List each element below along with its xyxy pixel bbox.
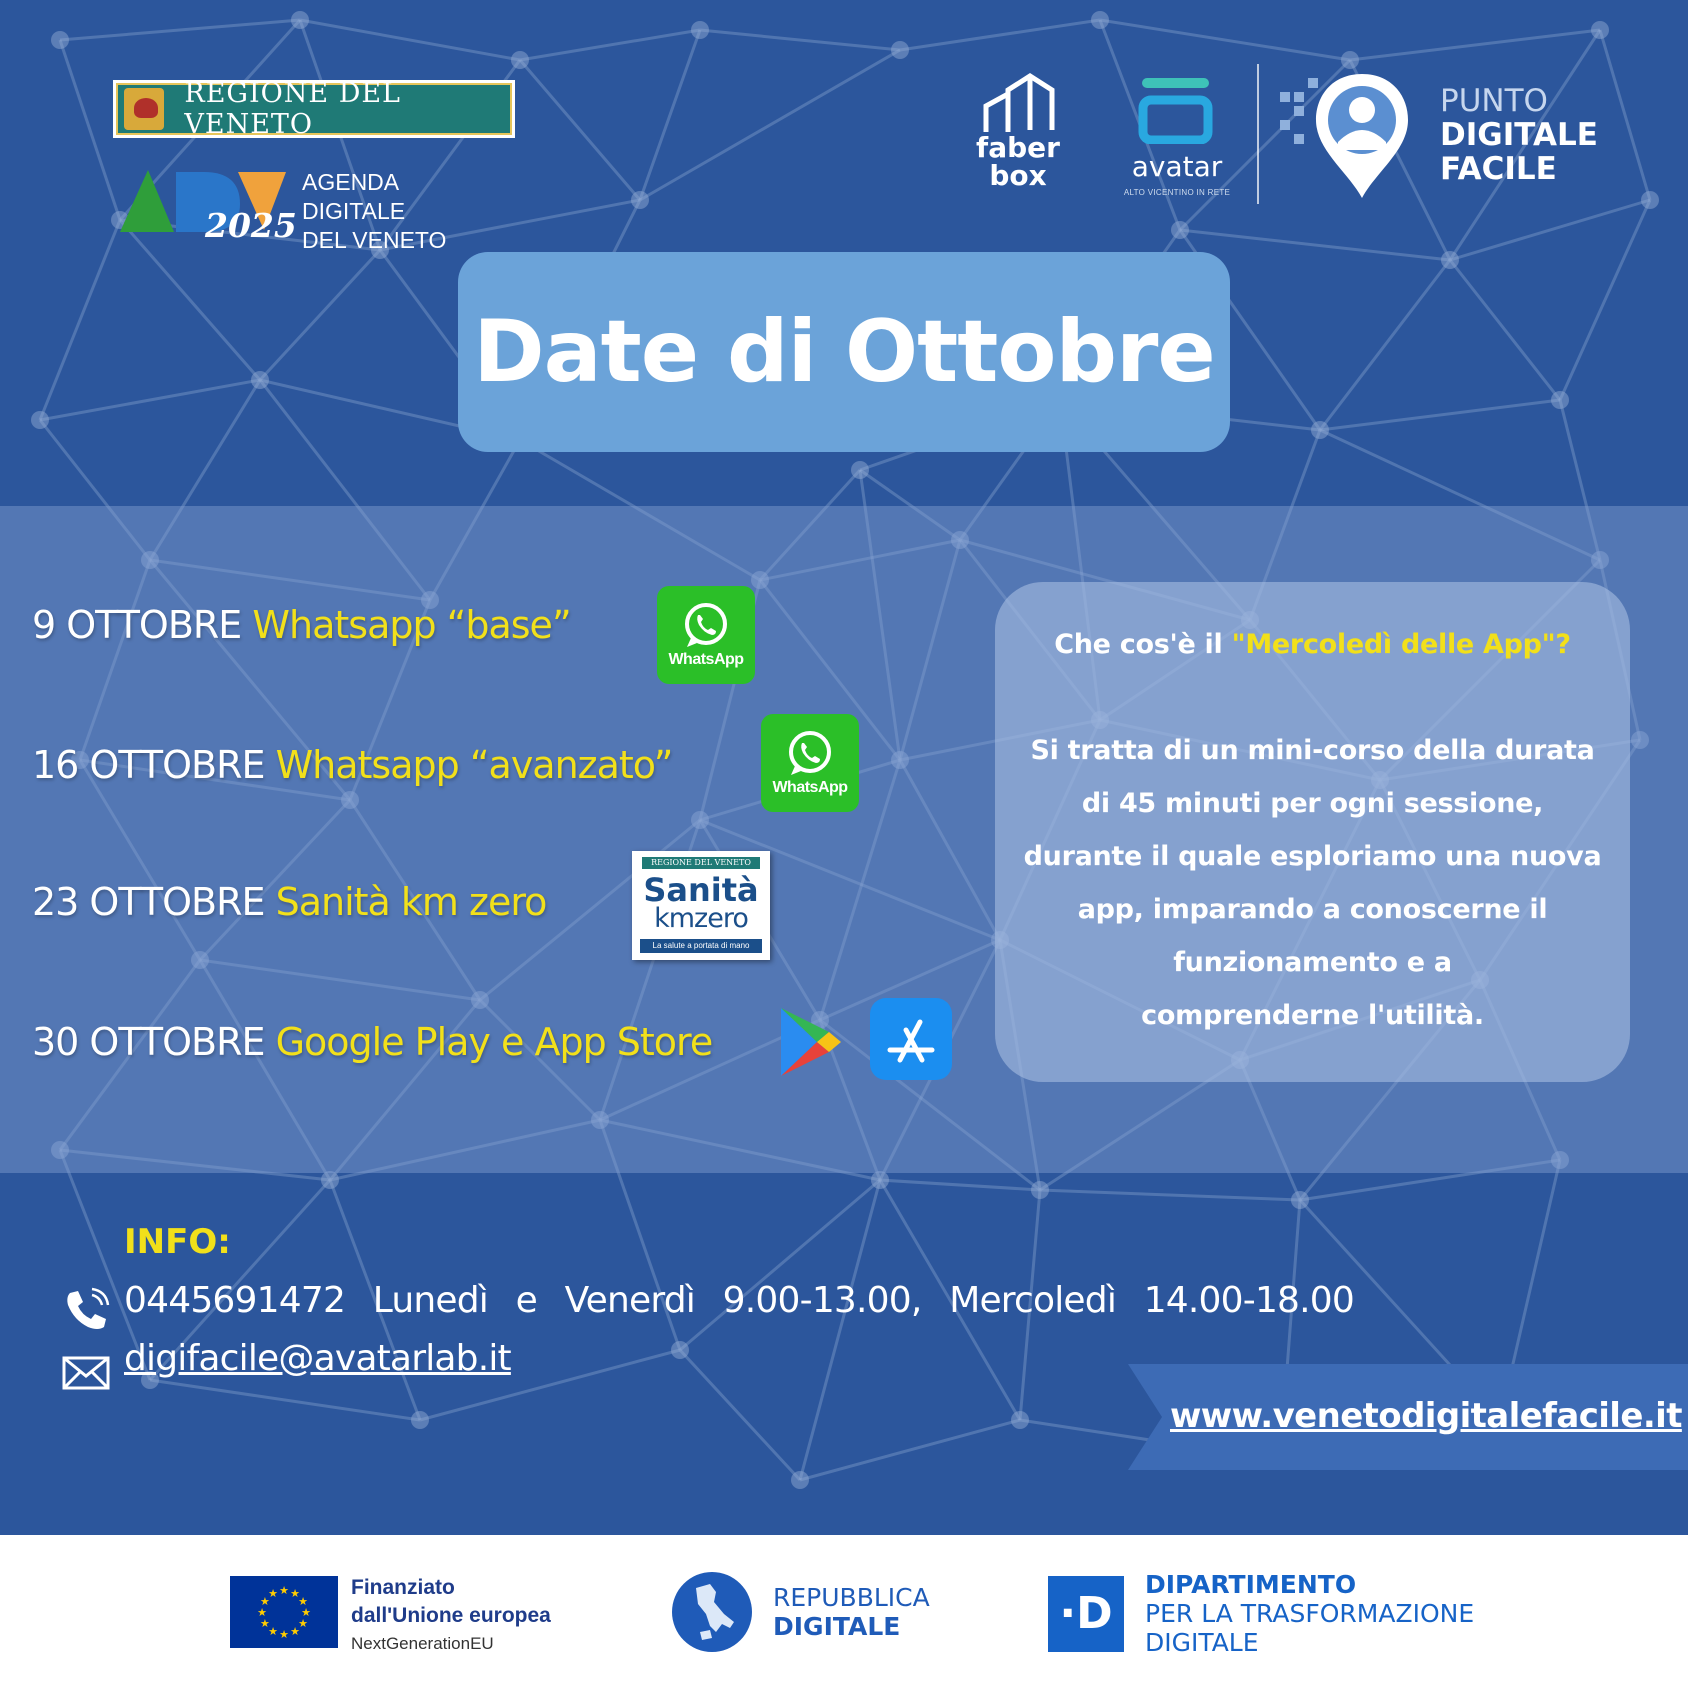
network-line — [1040, 1190, 1300, 1200]
network-node — [1011, 1411, 1029, 1429]
network-line — [800, 1180, 880, 1480]
date-topic: Sanità km zero — [275, 880, 547, 924]
map-pin-user-icon — [1280, 70, 1412, 202]
network-line — [60, 40, 120, 220]
rd-line: DIGITALE — [773, 1612, 901, 1641]
eu-star-icon: ★ — [290, 1625, 300, 1639]
eu-star-icon: ★ — [279, 1584, 289, 1597]
hours-word: 14.00-18.00 — [1143, 1280, 1354, 1321]
network-node — [1551, 391, 1569, 409]
date-topic: Whatsapp “base” — [252, 603, 571, 647]
network-line — [800, 1420, 1020, 1480]
regione-veneto-logo — [113, 80, 515, 138]
network-line — [1350, 30, 1600, 60]
network-node — [51, 31, 69, 49]
sanita-logo-km: kmzero — [654, 903, 748, 934]
network-line — [520, 30, 700, 60]
network-line — [260, 250, 380, 380]
network-node — [1031, 1181, 1049, 1199]
network-node — [1641, 191, 1659, 209]
eu-star-icon: ★ — [290, 1586, 300, 1600]
network-node — [1591, 21, 1609, 39]
eu-star-icon: ★ — [257, 1606, 267, 1619]
email-link[interactable]: digifacile@avatarlab.it — [124, 1338, 511, 1379]
sanita-logo-header: REGIONE DEL VENETO — [642, 857, 760, 869]
network-line — [640, 50, 900, 200]
network-line — [1320, 260, 1450, 430]
network-node — [891, 41, 909, 59]
network-line — [680, 1350, 800, 1480]
mail-icon — [62, 1356, 110, 1390]
eu-star-icon: ★ — [298, 1617, 308, 1630]
network-node — [291, 11, 309, 29]
hours-word: Lunedì — [372, 1280, 488, 1321]
eu-line: NextGenerationEU — [351, 1634, 494, 1653]
eu-star-icon: ★ — [298, 1595, 308, 1608]
dipartimento-text — [1145, 1570, 1474, 1657]
date-row — [32, 880, 546, 924]
network-node — [321, 1171, 339, 1189]
date-label: 23 OTTOBRE — [32, 880, 265, 924]
info-text-line: Si tratta di un mini-corso della durata — [1030, 735, 1595, 766]
network-line — [40, 220, 120, 420]
adv-year: 2025 — [205, 206, 297, 245]
eu-star-icon: ★ — [279, 1628, 289, 1641]
network-node — [251, 371, 269, 389]
info-question-prefix: Che cos'è il — [1054, 629, 1232, 660]
repubblica-digitale-text — [773, 1583, 930, 1641]
pdf-text-line: PUNTO — [1440, 83, 1548, 119]
network-line — [1320, 400, 1560, 430]
title-box — [458, 252, 1230, 452]
app-store-icon — [870, 998, 952, 1080]
sanita-km-zero-logo — [632, 851, 770, 960]
eu-star-icon: ★ — [268, 1625, 278, 1639]
date-row — [32, 1020, 712, 1064]
eu-funding-text — [351, 1574, 551, 1658]
adv-text-line: AGENDA — [302, 169, 400, 195]
date-topic: Whatsapp “avanzato” — [275, 743, 673, 787]
google-play-icon — [777, 1006, 843, 1078]
faberbox-word: box — [989, 159, 1047, 192]
adv-text — [302, 168, 446, 255]
network-line — [150, 1380, 420, 1420]
date-label: 30 OTTOBRE — [32, 1020, 265, 1064]
date-label: 9 OTTOBRE — [32, 603, 242, 647]
page-title: Date di Ottobre — [473, 302, 1215, 402]
date-label: 16 OTTOBRE — [32, 743, 265, 787]
network-node — [1091, 11, 1109, 29]
info-text-line: app, imparando a conoscerne il — [1077, 894, 1548, 925]
network-node — [1171, 221, 1189, 239]
header-divider — [1257, 64, 1259, 204]
network-line — [520, 60, 640, 200]
network-node — [1441, 251, 1459, 269]
network-node — [851, 461, 869, 479]
network-line — [680, 1180, 880, 1350]
network-node — [791, 1471, 809, 1489]
phone-icon — [64, 1287, 110, 1333]
hours-word: 9.00-13.00, — [722, 1280, 922, 1321]
punto-digitale-facile-text — [1440, 84, 1598, 186]
eu-star-icon: ★ — [268, 1586, 278, 1600]
network-line — [1180, 230, 1450, 260]
whatsapp-label: WhatsApp — [668, 651, 744, 668]
network-line — [640, 30, 700, 200]
date-topic: Google Play e App Store — [275, 1020, 713, 1064]
dipartimento-logo — [1048, 1576, 1124, 1652]
info-question — [995, 628, 1630, 662]
network-line — [1450, 260, 1560, 400]
network-node — [1341, 51, 1359, 69]
faberbox-text — [968, 131, 1068, 192]
date-row — [32, 743, 672, 787]
network-node — [1291, 1191, 1309, 1209]
network-line — [900, 20, 1100, 50]
info-text-line: di 45 minuti per ogni sessione, — [1081, 788, 1544, 819]
network-node — [691, 21, 709, 39]
eu-star-icon: ★ — [260, 1617, 270, 1630]
network-node — [1311, 421, 1329, 439]
eu-line: Finanziato — [351, 1576, 455, 1599]
lion-of-venice-icon — [124, 88, 164, 130]
dtd-line: PER LA TRASFORMAZIONE — [1145, 1599, 1475, 1628]
sanita-logo-tagline: La salute a portata di mano — [640, 939, 762, 953]
faberbox-word: faber — [976, 131, 1060, 164]
dipartimento-mark: ·D — [1059, 1588, 1113, 1639]
network-line — [1100, 20, 1350, 60]
network-line — [1560, 200, 1650, 400]
avatar-name: avatar — [1131, 150, 1223, 183]
phone-number[interactable]: 0445691472 — [124, 1280, 346, 1321]
repubblica-digitale-icon — [670, 1570, 754, 1654]
info-text-line: funzionamento e a — [1173, 947, 1452, 978]
network-line — [880, 1180, 1040, 1190]
network-line — [40, 380, 260, 420]
regione-logo-text: REGIONE DEL VENETO — [184, 78, 401, 140]
info-heading: INFO: — [124, 1222, 231, 1262]
eu-star-icon: ★ — [301, 1606, 311, 1619]
network-node — [631, 191, 649, 209]
network-node — [411, 1411, 429, 1429]
info-question-highlight: "Mercoledì delle App"? — [1231, 629, 1571, 660]
network-line — [700, 30, 900, 50]
eu-star-icon: ★ — [260, 1595, 270, 1608]
avatar-mark-icon — [1138, 72, 1213, 144]
sanita-logo-name: Sanità — [643, 871, 759, 909]
network-node — [871, 1171, 889, 1189]
hours-word: Mercoledì — [949, 1280, 1117, 1321]
hours-word: e — [515, 1280, 537, 1321]
whatsapp-label: WhatsApp — [772, 779, 848, 796]
network-node — [511, 51, 529, 69]
pdf-text-line: DIGITALE — [1440, 117, 1598, 153]
eu-flag-icon — [230, 1576, 338, 1648]
dtd-line: DIGITALE — [1145, 1628, 1259, 1657]
info-text-line: durante il quale esploriamo una nuova — [1023, 841, 1602, 872]
whatsapp-icon — [657, 586, 755, 684]
network-line — [1600, 30, 1650, 200]
network-line — [1450, 200, 1650, 260]
website-link[interactable]: www.venetodigitalefacile.it — [1170, 1396, 1682, 1436]
avatar-subtitle: ALTO VICENTINO IN RETE — [1123, 188, 1231, 197]
hours-word: Venerdì — [564, 1280, 696, 1321]
whatsapp-icon — [761, 714, 859, 812]
info-text-line: comprenderne l'utilità. — [1141, 1000, 1484, 1031]
eu-line: dall'Unione europea — [351, 1604, 551, 1627]
network-line — [300, 20, 520, 60]
pdf-text-line: FACILE — [1440, 151, 1557, 187]
network-node — [671, 1341, 689, 1359]
date-row — [32, 603, 571, 647]
network-node — [31, 411, 49, 429]
adv-text-line: DIGITALE — [302, 198, 406, 224]
phone-hours — [124, 1280, 1354, 1321]
adv-text-line: DEL VENETO — [302, 227, 447, 253]
rd-line: REPUBBLICA — [773, 1583, 930, 1612]
dtd-line: DIPARTIMENTO — [1145, 1570, 1357, 1599]
network-line — [60, 20, 300, 40]
